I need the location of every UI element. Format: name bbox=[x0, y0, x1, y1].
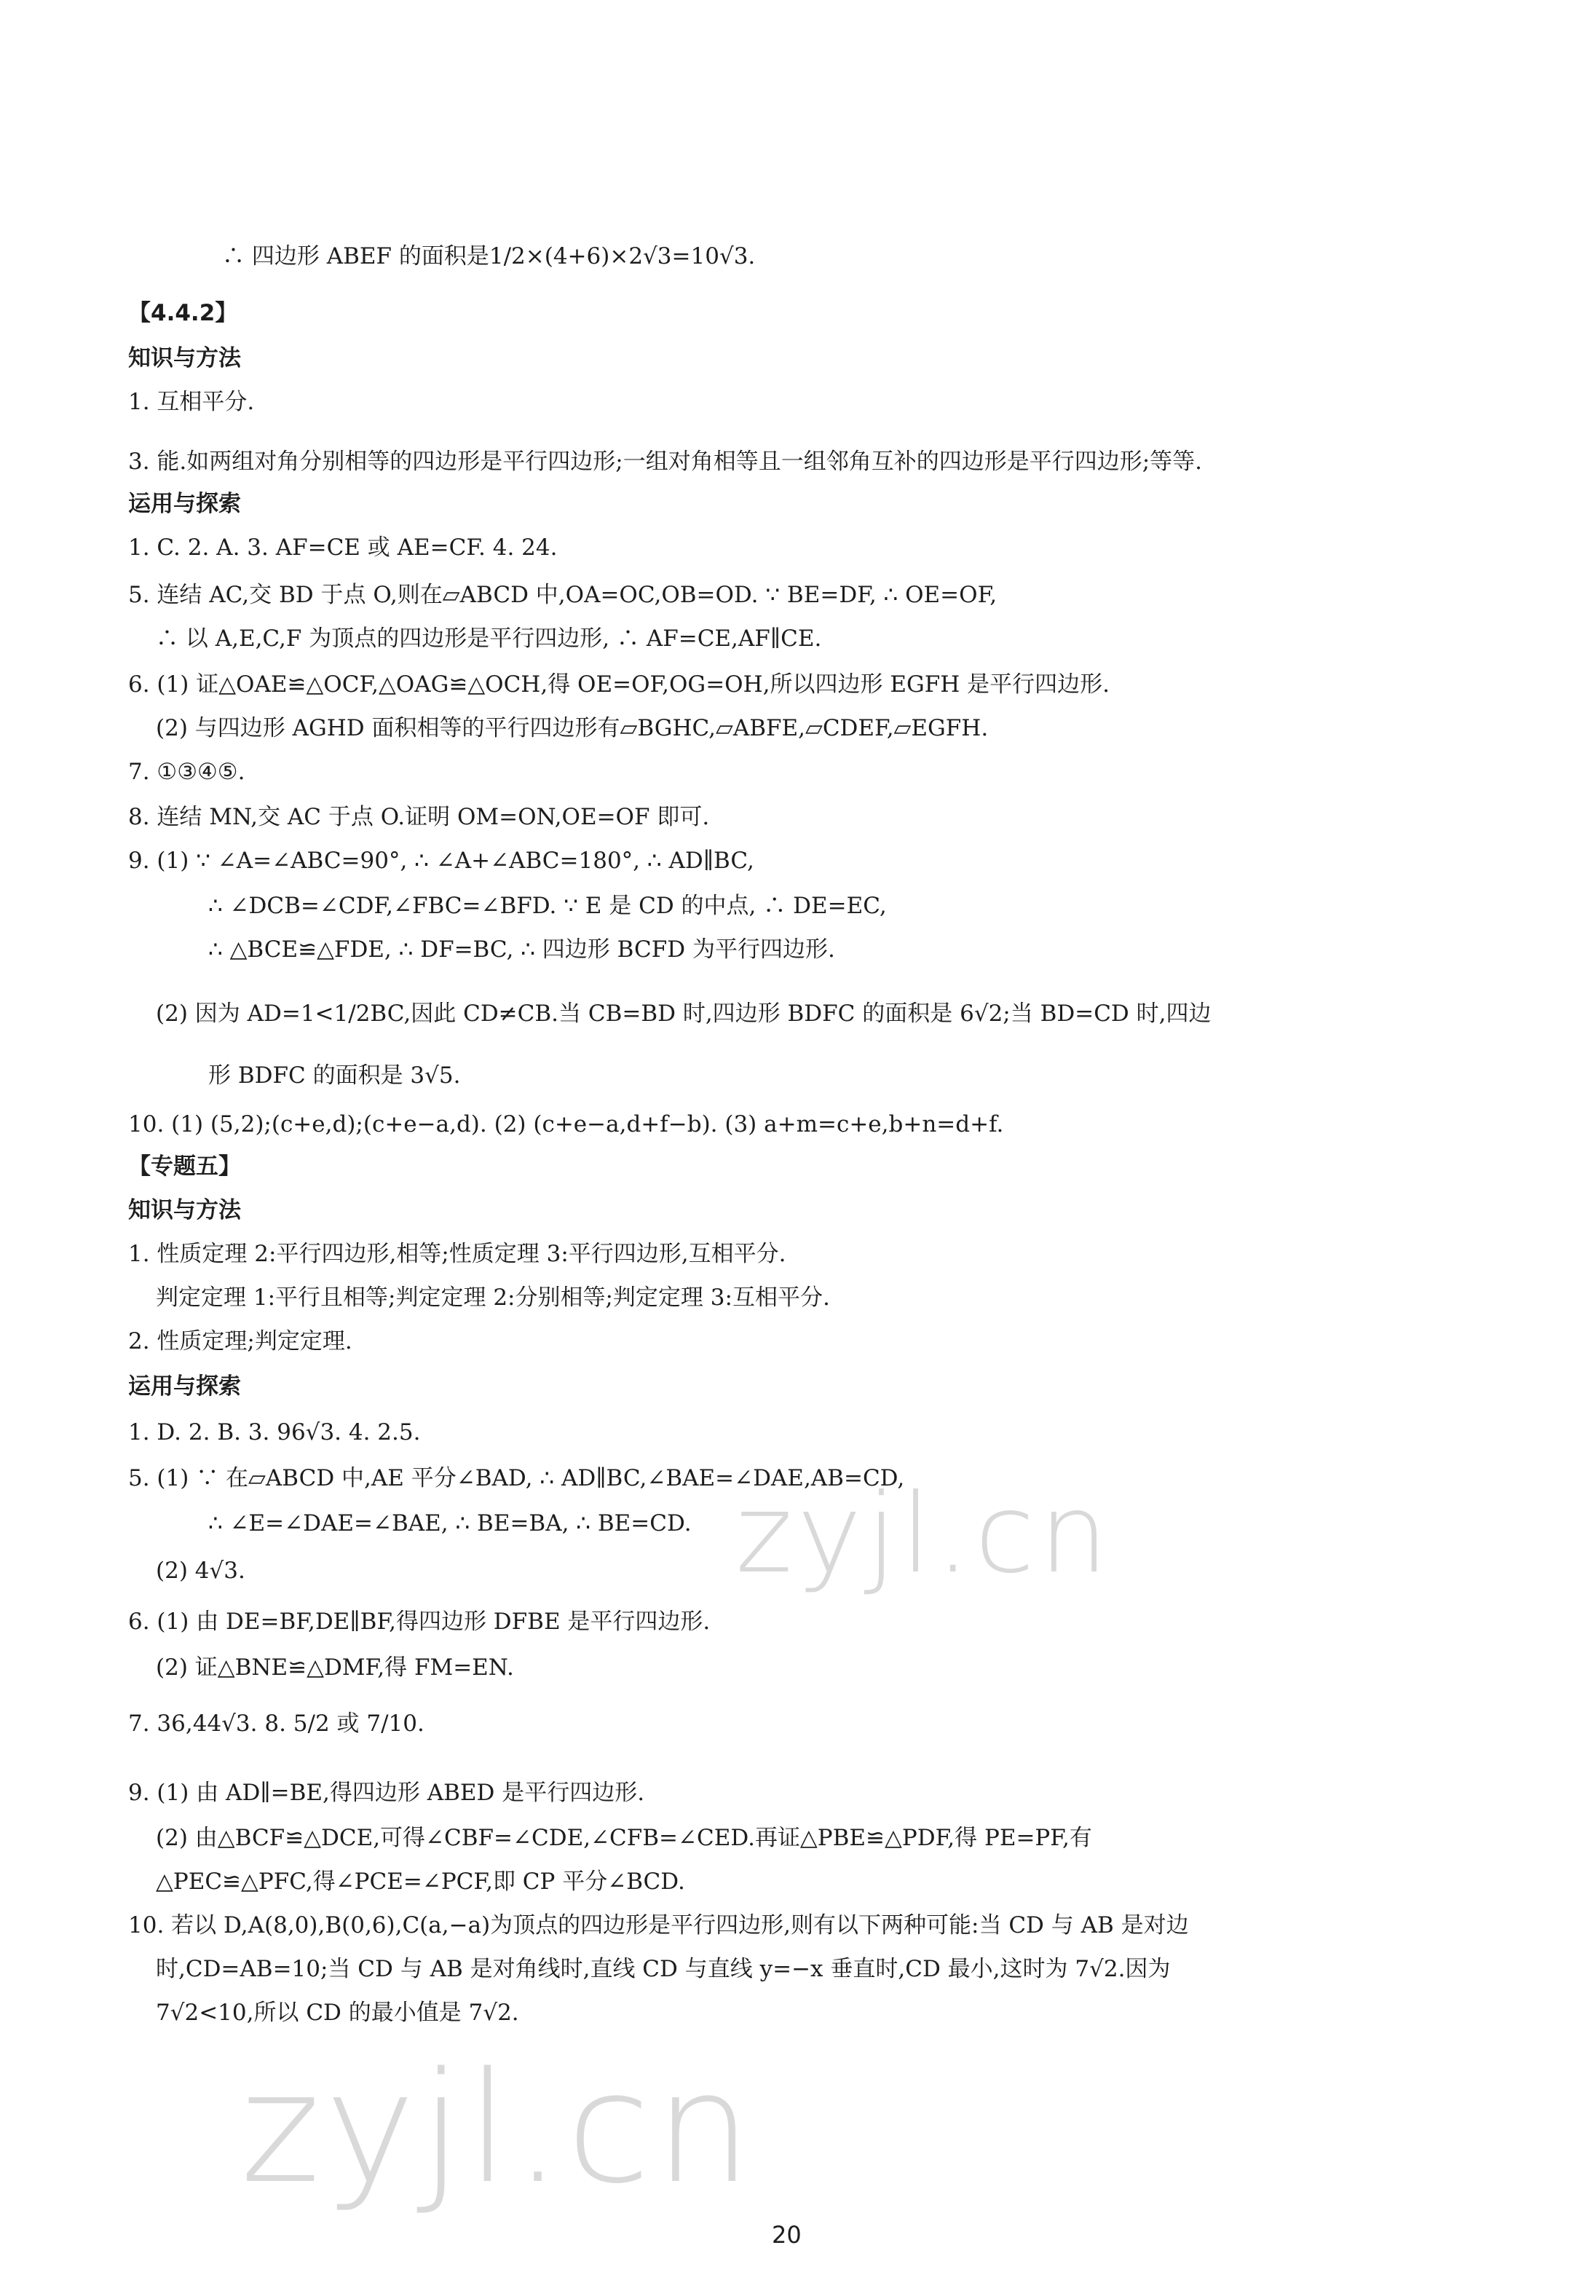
text-line: (2) 4√3. bbox=[156, 1558, 245, 1584]
text-line: ∴ 以 A,E,C,F 为顶点的四边形是平行四边形, ∴ AF=CE,AF∥CE. bbox=[156, 626, 822, 652]
subsection-heading: 知识与方法 bbox=[128, 1197, 241, 1223]
text-line: 1. C. 2. A. 3. AF=CE 或 AE=CF. 4. 24. bbox=[128, 534, 558, 561]
text-line: 1. D. 2. B. 3. 96√3. 4. 2.5. bbox=[128, 1419, 421, 1445]
text-line: 判定定理 1:平行且相等;判定定理 2:分别相等;判定定理 3:互相平分. bbox=[156, 1285, 830, 1311]
subsection-heading: 运用与探索 bbox=[128, 1373, 241, 1400]
text-line: 3. 能.如两组对角分别相等的四边形是平行四边形;一组对角相等且一组邻角互补的四边形是平行四边形;等等. bbox=[128, 449, 1203, 475]
text-line: 2. 性质定理;判定定理. bbox=[128, 1328, 352, 1354]
text-line: (2) 证△BNE≌△DMF,得 FM=EN. bbox=[156, 1654, 514, 1681]
text-line: 形 BDFC 的面积是 3√5. bbox=[208, 1062, 461, 1089]
subsection-heading: 知识与方法 bbox=[128, 345, 241, 371]
text-line: 9. (1) ∵ ∠A=∠ABC=90°, ∴ ∠A+∠ABC=180°, ∴ AD∥BC, bbox=[128, 848, 754, 874]
text-line: 5. 连结 AC,交 BD 于点 O,则在▱ABCD 中,OA=OC,OB=OD. ∵ BE=DF, ∴ OE=OF, bbox=[128, 582, 998, 608]
text-line: 1. 性质定理 2:平行四边形,相等;性质定理 3:平行四边形,互相平分. bbox=[128, 1241, 786, 1267]
text-line: 6. (1) 由 DE=BF,DE∥BF,得四边形 DFBE 是平行四边形. bbox=[128, 1609, 711, 1635]
text-line: 10. 若以 D,A(8,0),B(0,6),C(a,−a)为顶点的四边形是平行四边形,则有以下两种可能:当 CD 与 AB 是对边 bbox=[128, 1912, 1189, 1938]
section-heading: 【4.4.2】 bbox=[128, 300, 238, 326]
section-heading: 【专题五】 bbox=[128, 1153, 241, 1180]
text-line: 10. (1) (5,2);(c+e,d);(c+e−a,d). (2) (c+e−a,d+f−b). (3) a+m=c+e,b+n=d+f. bbox=[128, 1111, 1004, 1137]
subsection-heading: 运用与探索 bbox=[128, 491, 241, 517]
text-line: 7. ①③④⑤. bbox=[128, 759, 245, 785]
watermark: zyjl.cn bbox=[240, 2039, 756, 2217]
text-line: (2) 因为 AD=1<1/2BC,因此 CD≠CB.当 CB=BD 时,四边形 BDFC 的面积是 6√2;当 BD=CD 时,四边 bbox=[156, 1001, 1212, 1027]
text-line: 9. (1) 由 AD∥=BE,得四边形 ABED 是平行四边形. bbox=[128, 1780, 645, 1806]
text-line: 7√2<10,所以 CD 的最小值是 7√2. bbox=[156, 2000, 519, 2026]
watermark: zyjl.cn bbox=[735, 1471, 1113, 1598]
text-line: (2) 由△BCF≌△DCE,可得∠CBF=∠CDE,∠CFB=∠CED.再证△PBE≌△PDF,得 PE=PF,有 bbox=[156, 1825, 1092, 1851]
text-line: (2) 与四边形 AGHD 面积相等的平行四边形有▱BGHC,▱ABFE,▱CDEF,▱EGFH. bbox=[156, 715, 989, 741]
text-line: 6. (1) 证△OAE≌△OCF,△OAG≌△OCH,得 OE=OF,OG=OH,所以四边形 EGFH 是平行四边形. bbox=[128, 671, 1110, 698]
text-line: ∴ 四边形 ABEF 的面积是1/2×(4+6)×2√3=10√3. bbox=[222, 243, 756, 269]
text-line: 5. (1) ∵ 在▱ABCD 中,AE 平分∠BAD, ∴ AD∥BC,∠BAE=∠DAE,AB=CD, bbox=[128, 1465, 905, 1491]
text-line: ∴ △BCE≌△FDE, ∴ DF=BC, ∴ 四边形 BCFD 为平行四边形. bbox=[208, 936, 835, 963]
page-number: 20 bbox=[772, 2221, 802, 2249]
text-line: △PEC≌△PFC,得∠PCE=∠PCF,即 CP 平分∠BCD. bbox=[156, 1869, 685, 1895]
text-line: 7. 36,44√3. 8. 5/2 或 7/10. bbox=[128, 1711, 424, 1737]
text-line: 1. 互相平分. bbox=[128, 389, 255, 415]
text-line: 8. 连结 MN,交 AC 于点 O.证明 OM=ON,OE=OF 即可. bbox=[128, 804, 710, 830]
text-line: ∴ ∠E=∠DAE=∠BAE, ∴ BE=BA, ∴ BE=CD. bbox=[208, 1510, 692, 1536]
text-line: ∴ ∠DCB=∠CDF,∠FBC=∠BFD. ∵ E 是 CD 的中点, ∴ DE=EC, bbox=[208, 893, 887, 919]
text-line: 时,CD=AB=10;当 CD 与 AB 是对角线时,直线 CD 与直线 y=−x 垂直时,CD 最小,这时为 7√2.因为 bbox=[156, 1956, 1171, 1982]
